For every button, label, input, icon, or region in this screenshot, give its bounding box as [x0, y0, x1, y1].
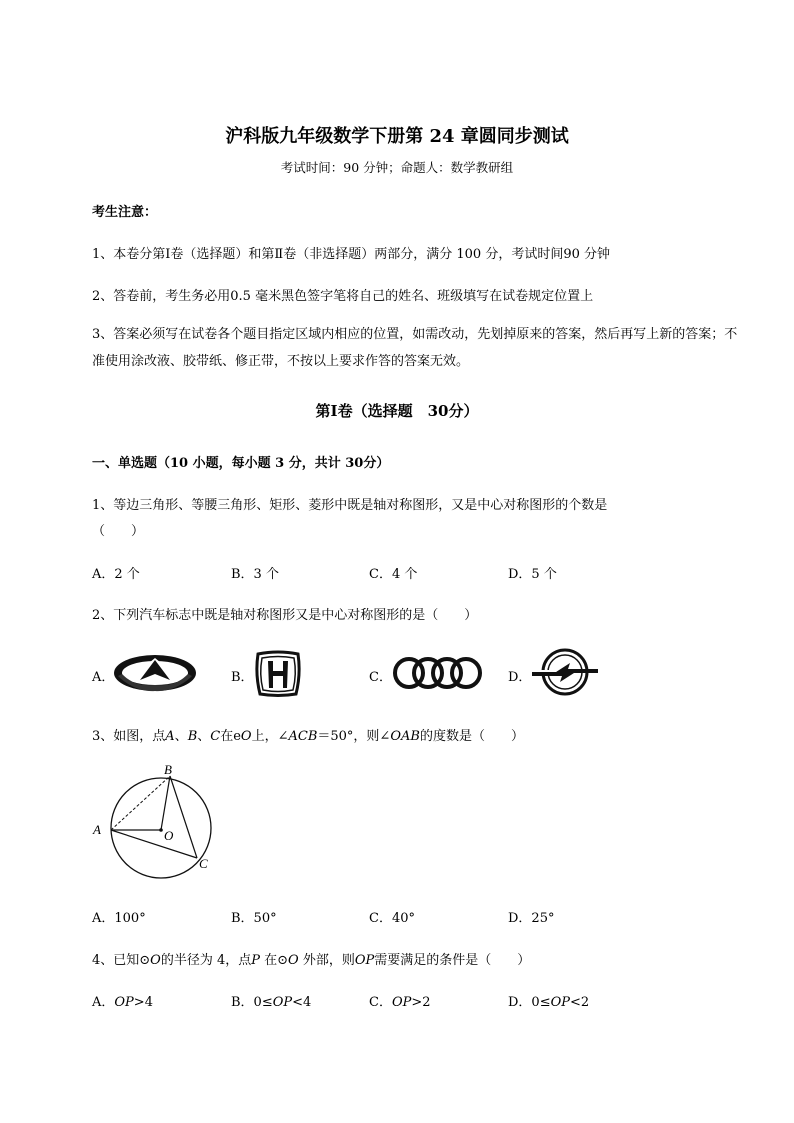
stem-text: 、	[174, 729, 188, 744]
exam-info: 考试时间：90 分钟；命题人：数学教研组	[280, 160, 514, 175]
option-var: OP	[272, 995, 293, 1010]
stem-text: 的度数是（ ）	[419, 729, 524, 744]
option-text: A．	[92, 995, 115, 1010]
notice-heading: 考生注意：	[92, 205, 158, 220]
option-var: OP	[114, 995, 134, 1010]
center-point	[159, 828, 163, 832]
question-1-option-c: C．4 个	[369, 567, 418, 582]
question-4-option-d	[508, 991, 589, 1010]
honda-logo-icon	[254, 650, 302, 698]
point-b: B	[187, 729, 198, 744]
question-3-option-a: A．100°	[92, 911, 146, 926]
question-4-stem	[92, 949, 530, 968]
opel-logo-icon	[530, 646, 600, 698]
option-text: B．0≤	[231, 995, 273, 1010]
dashed-ab	[111, 776, 170, 830]
circle-name: O	[240, 729, 252, 744]
stem-text: 需要满足的条件是（ ）	[374, 953, 531, 968]
segment-bc	[170, 776, 197, 858]
question-4-option-b	[231, 991, 311, 1010]
question-1-option-a: A．2 个	[92, 567, 140, 582]
notice-item-2: 2、答卷前，考生务必用0.5 毫米黑色签字笔将自己的姓名、班级填写在试卷规定位置上	[92, 289, 594, 304]
stem-text: ＝50°，则∠	[317, 729, 391, 744]
segment-op: OP	[354, 953, 375, 968]
circle-name: O	[288, 953, 299, 968]
part-heading: 一、单选题（10 小题，每小题 3 分，共计 30分）	[92, 456, 390, 471]
option-text: D．0≤	[508, 995, 551, 1010]
question-1-bracket: （ ）	[92, 524, 145, 539]
question-2-option-b: B．	[231, 670, 254, 685]
point-a: A	[165, 729, 175, 744]
audi-logo-icon	[392, 654, 484, 692]
question-3-option-d: D．25°	[508, 911, 555, 926]
notice-item-1: 1、本卷分第Ⅰ卷（选择题）和第Ⅱ卷（非选择题）两部分，满分 100 分，考试时间90 分钟	[92, 247, 610, 262]
option-text: >2	[411, 995, 431, 1010]
label-c: C	[199, 856, 208, 871]
question-4-option-c	[369, 991, 431, 1010]
option-text: <2	[570, 995, 590, 1010]
notice-item-3: 3、答案必须写在试卷各个题目指定区域内相应的位置，如需改动，先划掉原来的答案，然后再写上新的答案；不准使用涂改液、胶带纸、修正带，不按以上要求作答的答案无效。	[92, 327, 738, 369]
option-var: OP	[391, 995, 412, 1010]
circle-name: O	[150, 953, 161, 968]
infiniti-logo-icon	[112, 652, 198, 694]
stem-text: 在e	[220, 729, 241, 744]
question-2-option-a: A．	[92, 670, 115, 685]
section-title: 第Ⅰ卷（选择题 30分）	[315, 402, 479, 420]
question-1-stem: 1、等边三角形、等腰三角形、矩形、菱形中既是轴对称图形，又是中心对称图形的个数是	[92, 498, 608, 513]
label-o: O	[164, 828, 174, 843]
stem-text: 上，∠	[251, 729, 289, 744]
angle-acb: ACB	[288, 729, 318, 744]
stem-text: 4、已知⊙	[92, 953, 151, 968]
page-title: 沪科版九年级数学下册第 24 章圆同步测试	[225, 126, 569, 147]
segment-ob	[161, 776, 170, 830]
question-1-option-b: B．3 个	[231, 567, 279, 582]
stem-text: 的半径为 4，点	[160, 953, 252, 968]
stem-text: 外部，则	[298, 953, 355, 968]
point-p: P	[251, 953, 260, 968]
label-a: A	[93, 822, 101, 837]
option-text: C．	[369, 995, 392, 1010]
question-3-option-c: C．40°	[369, 911, 415, 926]
question-3-option-b: B．50°	[231, 911, 277, 926]
stem-text: 3、如图，点	[92, 729, 166, 744]
angle-oab: OAB	[390, 729, 420, 744]
question-4-option-a	[92, 991, 153, 1010]
segment-ac	[111, 830, 197, 858]
option-text: >4	[133, 995, 153, 1010]
option-text: <4	[292, 995, 312, 1010]
question-1-option-d: D．5 个	[508, 567, 557, 582]
label-b: B	[164, 762, 172, 777]
circle-figure	[88, 760, 218, 880]
question-3-stem	[92, 725, 524, 744]
stem-text: 、	[197, 729, 211, 744]
stem-text: 在⊙	[260, 953, 289, 968]
question-2-option-c: C．	[369, 670, 392, 685]
option-var: OP	[550, 995, 570, 1010]
question-2-stem: 2、下列汽车标志中既是轴对称图形又是中心对称图形的是（ ）	[92, 608, 478, 623]
point-c: C	[210, 729, 221, 744]
question-2-option-d: D．	[508, 670, 532, 685]
